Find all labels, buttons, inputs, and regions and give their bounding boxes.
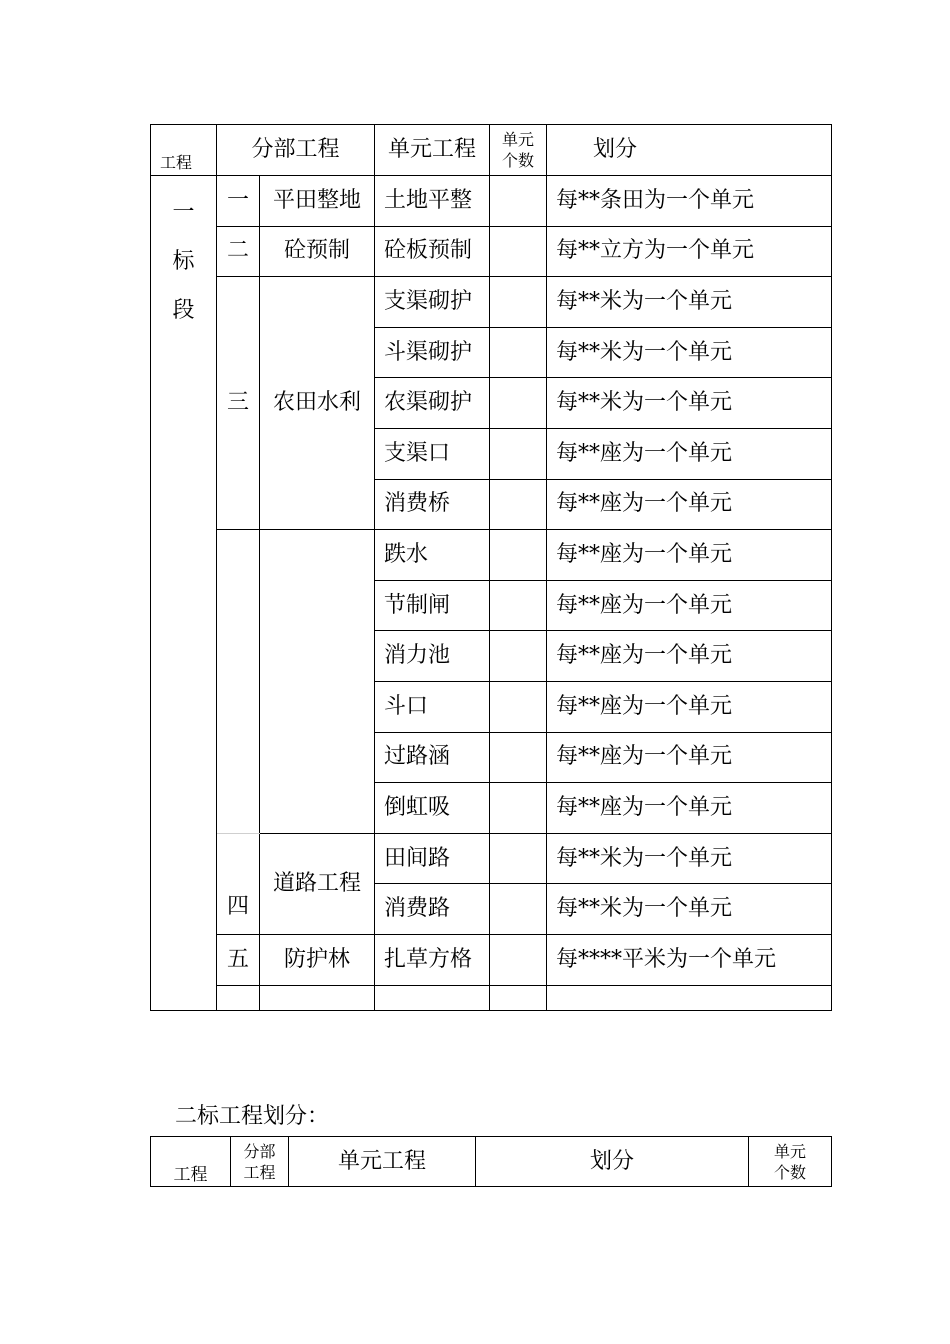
division-desc: 每**座为一个单元 bbox=[547, 732, 832, 783]
division-desc: 每**条田为一个单元 bbox=[547, 176, 832, 227]
division-desc: 每**米为一个单元 bbox=[547, 833, 832, 884]
header-unit-count bbox=[749, 1137, 832, 1187]
group-name: 防护林 bbox=[260, 934, 375, 985]
division-table-2 bbox=[150, 1136, 832, 1187]
division-desc: 每**座为一个单元 bbox=[547, 681, 832, 732]
unit-project: 斗口 bbox=[375, 681, 490, 732]
header-sub-project-line2: 工程 bbox=[243, 1162, 276, 1182]
division-desc: 每**座为一个单元 bbox=[547, 428, 832, 479]
table-row bbox=[151, 277, 832, 328]
header-unit-count bbox=[490, 125, 547, 176]
header-sub-project-line1: 分部 bbox=[243, 1141, 276, 1161]
group-number: 二 bbox=[217, 226, 260, 277]
group-number: 四 bbox=[217, 833, 260, 934]
table-header bbox=[151, 1137, 832, 1187]
group-name-empty bbox=[260, 530, 375, 834]
division-desc: 每**米为一个单元 bbox=[547, 327, 832, 378]
unit-count-cell bbox=[490, 833, 547, 884]
unit-count-cell bbox=[490, 378, 547, 429]
table-row bbox=[151, 530, 832, 581]
section2-title: 二标工程划分： bbox=[175, 1104, 330, 1129]
division-desc: 每****平米为一个单元 bbox=[547, 934, 832, 985]
unit-project: 砼板预制 bbox=[375, 226, 490, 277]
division-desc: 每**座为一个单元 bbox=[547, 479, 832, 530]
unit-project: 消费路 bbox=[375, 884, 490, 935]
unit-project: 节制闸 bbox=[375, 580, 490, 631]
empty-cell bbox=[260, 985, 375, 1010]
division-desc: 每**米为一个单元 bbox=[547, 277, 832, 328]
unit-project: 田间路 bbox=[375, 833, 490, 884]
unit-count-cell bbox=[490, 479, 547, 530]
header-unit-count-line2: 个数 bbox=[502, 151, 535, 170]
division-desc: 每**座为一个单元 bbox=[547, 631, 832, 682]
unit-project: 农渠砌护 bbox=[375, 378, 490, 429]
unit-project: 消费桥 bbox=[375, 479, 490, 530]
unit-project: 倒虹吸 bbox=[375, 783, 490, 834]
division-desc: 每**米为一个单元 bbox=[547, 884, 832, 935]
header-unit-project: 单元工程 bbox=[289, 1137, 476, 1187]
section-label-char: 标 bbox=[172, 249, 195, 274]
division-desc: 每**座为一个单元 bbox=[547, 783, 832, 834]
header-project: 工程 bbox=[151, 1137, 231, 1187]
header-project: 工程 bbox=[151, 125, 217, 176]
division-desc: 每**座为一个单元 bbox=[547, 530, 832, 581]
group-name: 砼预制 bbox=[260, 226, 375, 277]
unit-project: 支渠口 bbox=[375, 428, 490, 479]
table-header bbox=[151, 125, 832, 176]
unit-project: 扎草方格 bbox=[375, 934, 490, 985]
unit-count-cell bbox=[490, 580, 547, 631]
division-desc: 每**米为一个单元 bbox=[547, 378, 832, 429]
header-division: 划分 bbox=[547, 125, 832, 176]
unit-project: 跌水 bbox=[375, 530, 490, 581]
section-label bbox=[151, 176, 217, 1011]
group-number: 一 bbox=[217, 176, 260, 227]
unit-count-cell bbox=[490, 681, 547, 732]
header-unit-count-line2: 个数 bbox=[773, 1162, 806, 1182]
unit-project: 斗渠砌护 bbox=[375, 327, 490, 378]
division-desc: 每**立方为一个单元 bbox=[547, 226, 832, 277]
table-row bbox=[151, 226, 832, 277]
unit-count-cell bbox=[490, 934, 547, 985]
unit-project: 消力池 bbox=[375, 631, 490, 682]
group-number: 五 bbox=[217, 934, 260, 985]
empty-cell bbox=[375, 985, 490, 1010]
header-sub-project: 分部工程 bbox=[217, 125, 375, 176]
group-name: 平田整地 bbox=[260, 176, 375, 227]
unit-count-cell bbox=[490, 226, 547, 277]
group-name: 农田水利 bbox=[260, 277, 375, 530]
table-row-empty bbox=[151, 985, 832, 1010]
empty-cell bbox=[217, 985, 260, 1010]
group-number: 三 bbox=[217, 277, 260, 530]
header-unit-count-line1: 单元 bbox=[773, 1141, 806, 1161]
unit-count-cell bbox=[490, 783, 547, 834]
header-division: 划分 bbox=[476, 1137, 749, 1187]
unit-count-cell bbox=[490, 530, 547, 581]
table-row bbox=[151, 176, 832, 227]
unit-count-cell bbox=[490, 631, 547, 682]
unit-project: 支渠砌护 bbox=[375, 277, 490, 328]
unit-count-cell bbox=[490, 428, 547, 479]
section-label-char: 一 bbox=[172, 200, 195, 225]
section-label-char: 段 bbox=[172, 298, 195, 323]
unit-count-cell bbox=[490, 176, 547, 227]
table-row bbox=[151, 934, 832, 985]
header-sub-project bbox=[231, 1137, 289, 1187]
header-unit-project: 单元工程 bbox=[375, 125, 490, 176]
unit-project: 土地平整 bbox=[375, 176, 490, 227]
empty-cell bbox=[490, 985, 547, 1010]
empty-cell bbox=[547, 985, 832, 1010]
unit-count-cell bbox=[490, 732, 547, 783]
unit-count-cell bbox=[490, 327, 547, 378]
division-table-1 bbox=[150, 124, 832, 1011]
table-row bbox=[151, 833, 832, 884]
unit-count-cell bbox=[490, 884, 547, 935]
group-number-empty bbox=[217, 530, 260, 834]
unit-count-cell bbox=[490, 277, 547, 328]
header-unit-count-line1: 单元 bbox=[502, 130, 535, 149]
unit-project: 过路涵 bbox=[375, 732, 490, 783]
division-desc: 每**座为一个单元 bbox=[547, 580, 832, 631]
group-name: 道路工程 bbox=[260, 833, 375, 934]
